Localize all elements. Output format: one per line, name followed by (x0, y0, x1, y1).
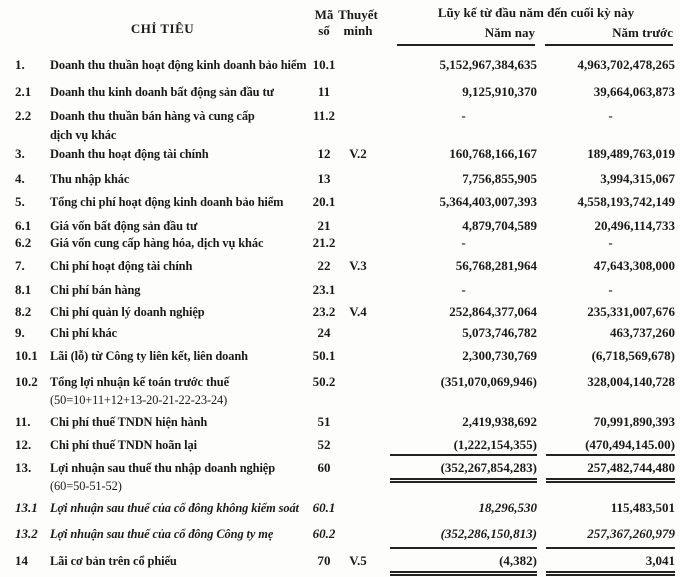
table-row (0, 437, 680, 453)
row-prior-year-value: - (608, 108, 613, 123)
row-prior-year-value: 47,643,308,000 (593, 258, 675, 273)
table-row (0, 258, 680, 274)
row-code: 60.1 (312, 500, 336, 515)
row-code: 12 (317, 146, 331, 161)
table-row (0, 146, 680, 162)
row-label-text: Chi phí thuế TNDN hoãn lại (50, 438, 197, 452)
row-current-year-value: 2,419,938,692 (462, 414, 537, 429)
row-code: 10.1 (312, 57, 336, 72)
row-current-year-value: 9,125,910,370 (462, 84, 537, 99)
ma-so-line2: số (318, 23, 330, 38)
row-prior-year-value: 328,004,140,728 (587, 374, 675, 389)
row-number: 13.2 (15, 526, 38, 541)
row-number: 3. (15, 146, 25, 161)
row-label (50, 414, 306, 430)
row-label-text: Lãi (lỗ) từ Công ty liên kết, liên doanh (50, 349, 248, 363)
ma-so-line1: Mã (314, 7, 334, 22)
row-code: 70 (317, 553, 331, 568)
thuyet-minh-line1: Thuyết (338, 7, 378, 22)
row-label-text: Doanh thu hoạt động tài chính (50, 147, 209, 161)
row-code: 21 (317, 218, 331, 233)
row-label-text: Lợi nhuận sau thuế thu nhập doanh nghiệp (50, 461, 275, 475)
row-prior-year-value: 257,482,744,480 (546, 454, 675, 483)
row-prior-year-value: 3,041 (546, 547, 675, 576)
row-current-year-value: (1,222,154,355) (453, 437, 537, 452)
row-label (50, 374, 306, 408)
row-number: 2.1 (15, 84, 32, 99)
row-code: 24 (317, 325, 331, 340)
row-label (50, 460, 306, 494)
row-prior-year-value: - (608, 282, 613, 297)
row-label-text: Giá vốn cung cấp hàng hóa, dịch vụ khác (50, 236, 264, 250)
row-number: 11. (15, 414, 31, 429)
row-number: 2.2 (15, 108, 32, 123)
table-row (0, 84, 680, 100)
row-formula: (50=10+11+12+13-20-21-22-23-24) (50, 393, 228, 407)
table-row (0, 171, 680, 187)
row-current-year-value: 7,756,855,905 (462, 171, 537, 186)
row-label (50, 553, 306, 569)
row-label-text: Chi phí bán hàng (50, 283, 141, 297)
row-current-year-value: 18,296,530 (478, 500, 537, 515)
row-label (50, 325, 306, 341)
row-code: 23.2 (312, 304, 336, 319)
table-row (0, 235, 680, 251)
row-label-text: Tổng lợi nhuận kế toán trước thuế (50, 375, 229, 389)
row-prior-year-value: (6,718,569,678) (591, 348, 675, 363)
row-prior-year-value: 4,963,702,478,265 (577, 57, 675, 72)
row-code: 50.1 (312, 348, 336, 363)
table-row (0, 57, 680, 73)
row-formula: (60=50-51-52) (50, 479, 122, 493)
row-current-year-value: (351,070,069,946) (440, 374, 537, 389)
row-label-text: Chi phí hoạt động tài chính (50, 259, 193, 273)
row-code: 11.2 (312, 108, 336, 123)
row-number: 7. (15, 258, 25, 273)
row-label-text: Chi phí thuế TNDN hiện hành (50, 415, 208, 429)
row-number: 6.1 (15, 218, 32, 233)
table-row (0, 194, 680, 210)
row-current-year-value: 5,073,746,782 (462, 325, 537, 340)
thuyet-minh-line2: minh (343, 23, 373, 38)
row-prior-year-value: 463,737,260 (610, 325, 675, 340)
row-number: 13. (15, 460, 32, 475)
row-label (50, 304, 306, 320)
row-prior-year-value: 235,331,007,676 (587, 304, 675, 319)
row-current-year-value: 5,364,403,007,393 (439, 194, 537, 209)
row-code: 11 (317, 84, 331, 99)
row-label-text: Doanh thu thuần hoạt động kinh doanh bảo hiểm (50, 58, 307, 72)
row-current-year-value: 56,768,281,964 (455, 258, 537, 273)
row-label-text: Tổng chi phí hoạt động kinh doanh bảo hiểm (50, 195, 284, 209)
row-code: 20.1 (312, 194, 336, 209)
table-row (0, 282, 680, 298)
row-number: 8.2 (15, 304, 32, 319)
row-label-text: Chi phí quản lý doanh nghiệp (50, 305, 205, 319)
row-code: 60 (317, 460, 331, 475)
row-label-text: Thu nhập khác (50, 172, 130, 186)
row-code: 22 (317, 258, 331, 273)
row-code: 50.2 (312, 374, 336, 389)
row-label (50, 437, 306, 453)
row-current-year-value: (352,286,150,813) (440, 526, 537, 541)
row-label-text: Lợi nhuận sau thuế của cổ đông không kiểm soát (50, 501, 299, 515)
row-number: 13.1 (15, 500, 38, 515)
table-row (0, 500, 680, 516)
row-label (50, 108, 306, 143)
row-current-year-value: 4,879,704,589 (462, 218, 537, 233)
row-number: 10.1 (15, 348, 38, 363)
row-prior-year-value: 189,489,763,019 (587, 146, 675, 161)
row-label-text: Giá vốn bất động sản đầu tư (50, 219, 198, 233)
table-row (0, 325, 680, 341)
row-code: 52 (317, 437, 331, 452)
row-label-text: Doanh thu kinh doanh bất động sản đầu tư (50, 85, 274, 99)
table-row (0, 526, 680, 542)
row-label-text: Lợi nhuận sau thuế của cổ đông Công ty mẹ (50, 527, 274, 541)
row-current-year-value: - (461, 282, 466, 297)
row-label (50, 218, 306, 234)
table-row (0, 414, 680, 430)
table-row (0, 218, 680, 234)
row-prior-year-value: 20,496,114,733 (594, 218, 675, 233)
row-label (50, 348, 306, 364)
row-label-line2: dịch vụ khác (50, 128, 117, 142)
row-label (50, 526, 306, 542)
row-prior-year-value: 257,367,260,979 (587, 526, 675, 541)
row-prior-year-value: (470,494,145.00) (585, 437, 675, 452)
row-label-text: Chi phí khác (50, 326, 117, 340)
column-header-nam-nay: Năm nay (397, 25, 535, 46)
row-label (50, 500, 306, 516)
row-number: 12. (15, 437, 32, 452)
row-label-text: Doanh thu thuần bán hàng và cung cấp (50, 109, 255, 123)
column-header-nam-truoc: Năm trước (545, 25, 673, 46)
row-label (50, 84, 306, 100)
row-code: 51 (317, 414, 331, 429)
row-current-year-value: 252,864,377,064 (449, 304, 537, 319)
row-code: 21.2 (312, 235, 336, 250)
row-label (50, 282, 306, 298)
table-row (0, 108, 680, 142)
row-label (50, 171, 306, 187)
row-label (50, 57, 306, 73)
row-label (50, 146, 306, 162)
row-prior-year-value: 3,994,315,067 (600, 171, 675, 186)
row-code: 60.2 (312, 526, 336, 541)
row-number: 4. (15, 171, 25, 186)
row-note-ref: V.2 (349, 146, 367, 161)
row-code: 23.1 (312, 282, 336, 297)
row-current-year-value: (352,267,854,283) (390, 454, 537, 483)
table-row (0, 553, 680, 569)
column-header-luy-ke: Lũy kế từ đầu năm đến cuối kỳ này (437, 5, 635, 20)
row-note-ref: V.5 (349, 553, 367, 568)
row-code: 13 (317, 171, 331, 186)
row-current-year-value: - (461, 235, 466, 250)
row-label-text: Lãi cơ bản trên cổ phiếu (50, 554, 177, 568)
row-current-year-value: - (461, 108, 466, 123)
row-number: 8.1 (15, 282, 32, 297)
row-current-year-value: (4,382) (390, 547, 537, 576)
row-note-ref: V.3 (349, 258, 367, 273)
row-number: 6.2 (15, 235, 32, 250)
row-prior-year-value: 70,991,890,393 (593, 414, 675, 429)
column-header-chi-tieu: CHỈ TIÊU (130, 21, 195, 36)
table-row (0, 460, 680, 493)
row-number: 14 (15, 553, 28, 568)
row-note-ref: V.4 (349, 304, 367, 319)
table-row (0, 348, 680, 364)
row-prior-year-value: 4,558,193,742,149 (577, 194, 675, 209)
row-current-year-value: 5,152,967,384,635 (439, 57, 537, 72)
row-current-year-value: 2,300,730,769 (462, 348, 537, 363)
row-label (50, 258, 306, 274)
row-label (50, 194, 306, 210)
row-prior-year-value: 115,483,501 (610, 500, 675, 515)
row-label (50, 235, 306, 251)
row-number: 10.2 (15, 374, 38, 389)
table-row (0, 374, 680, 407)
row-number: 1. (15, 57, 25, 72)
table-row (0, 304, 680, 320)
row-number: 9. (15, 325, 25, 340)
row-prior-year-value: 39,664,063,873 (593, 84, 675, 99)
row-number: 5. (15, 194, 25, 209)
row-prior-year-value: - (608, 235, 613, 250)
row-current-year-value: 160,768,166,167 (449, 146, 537, 161)
